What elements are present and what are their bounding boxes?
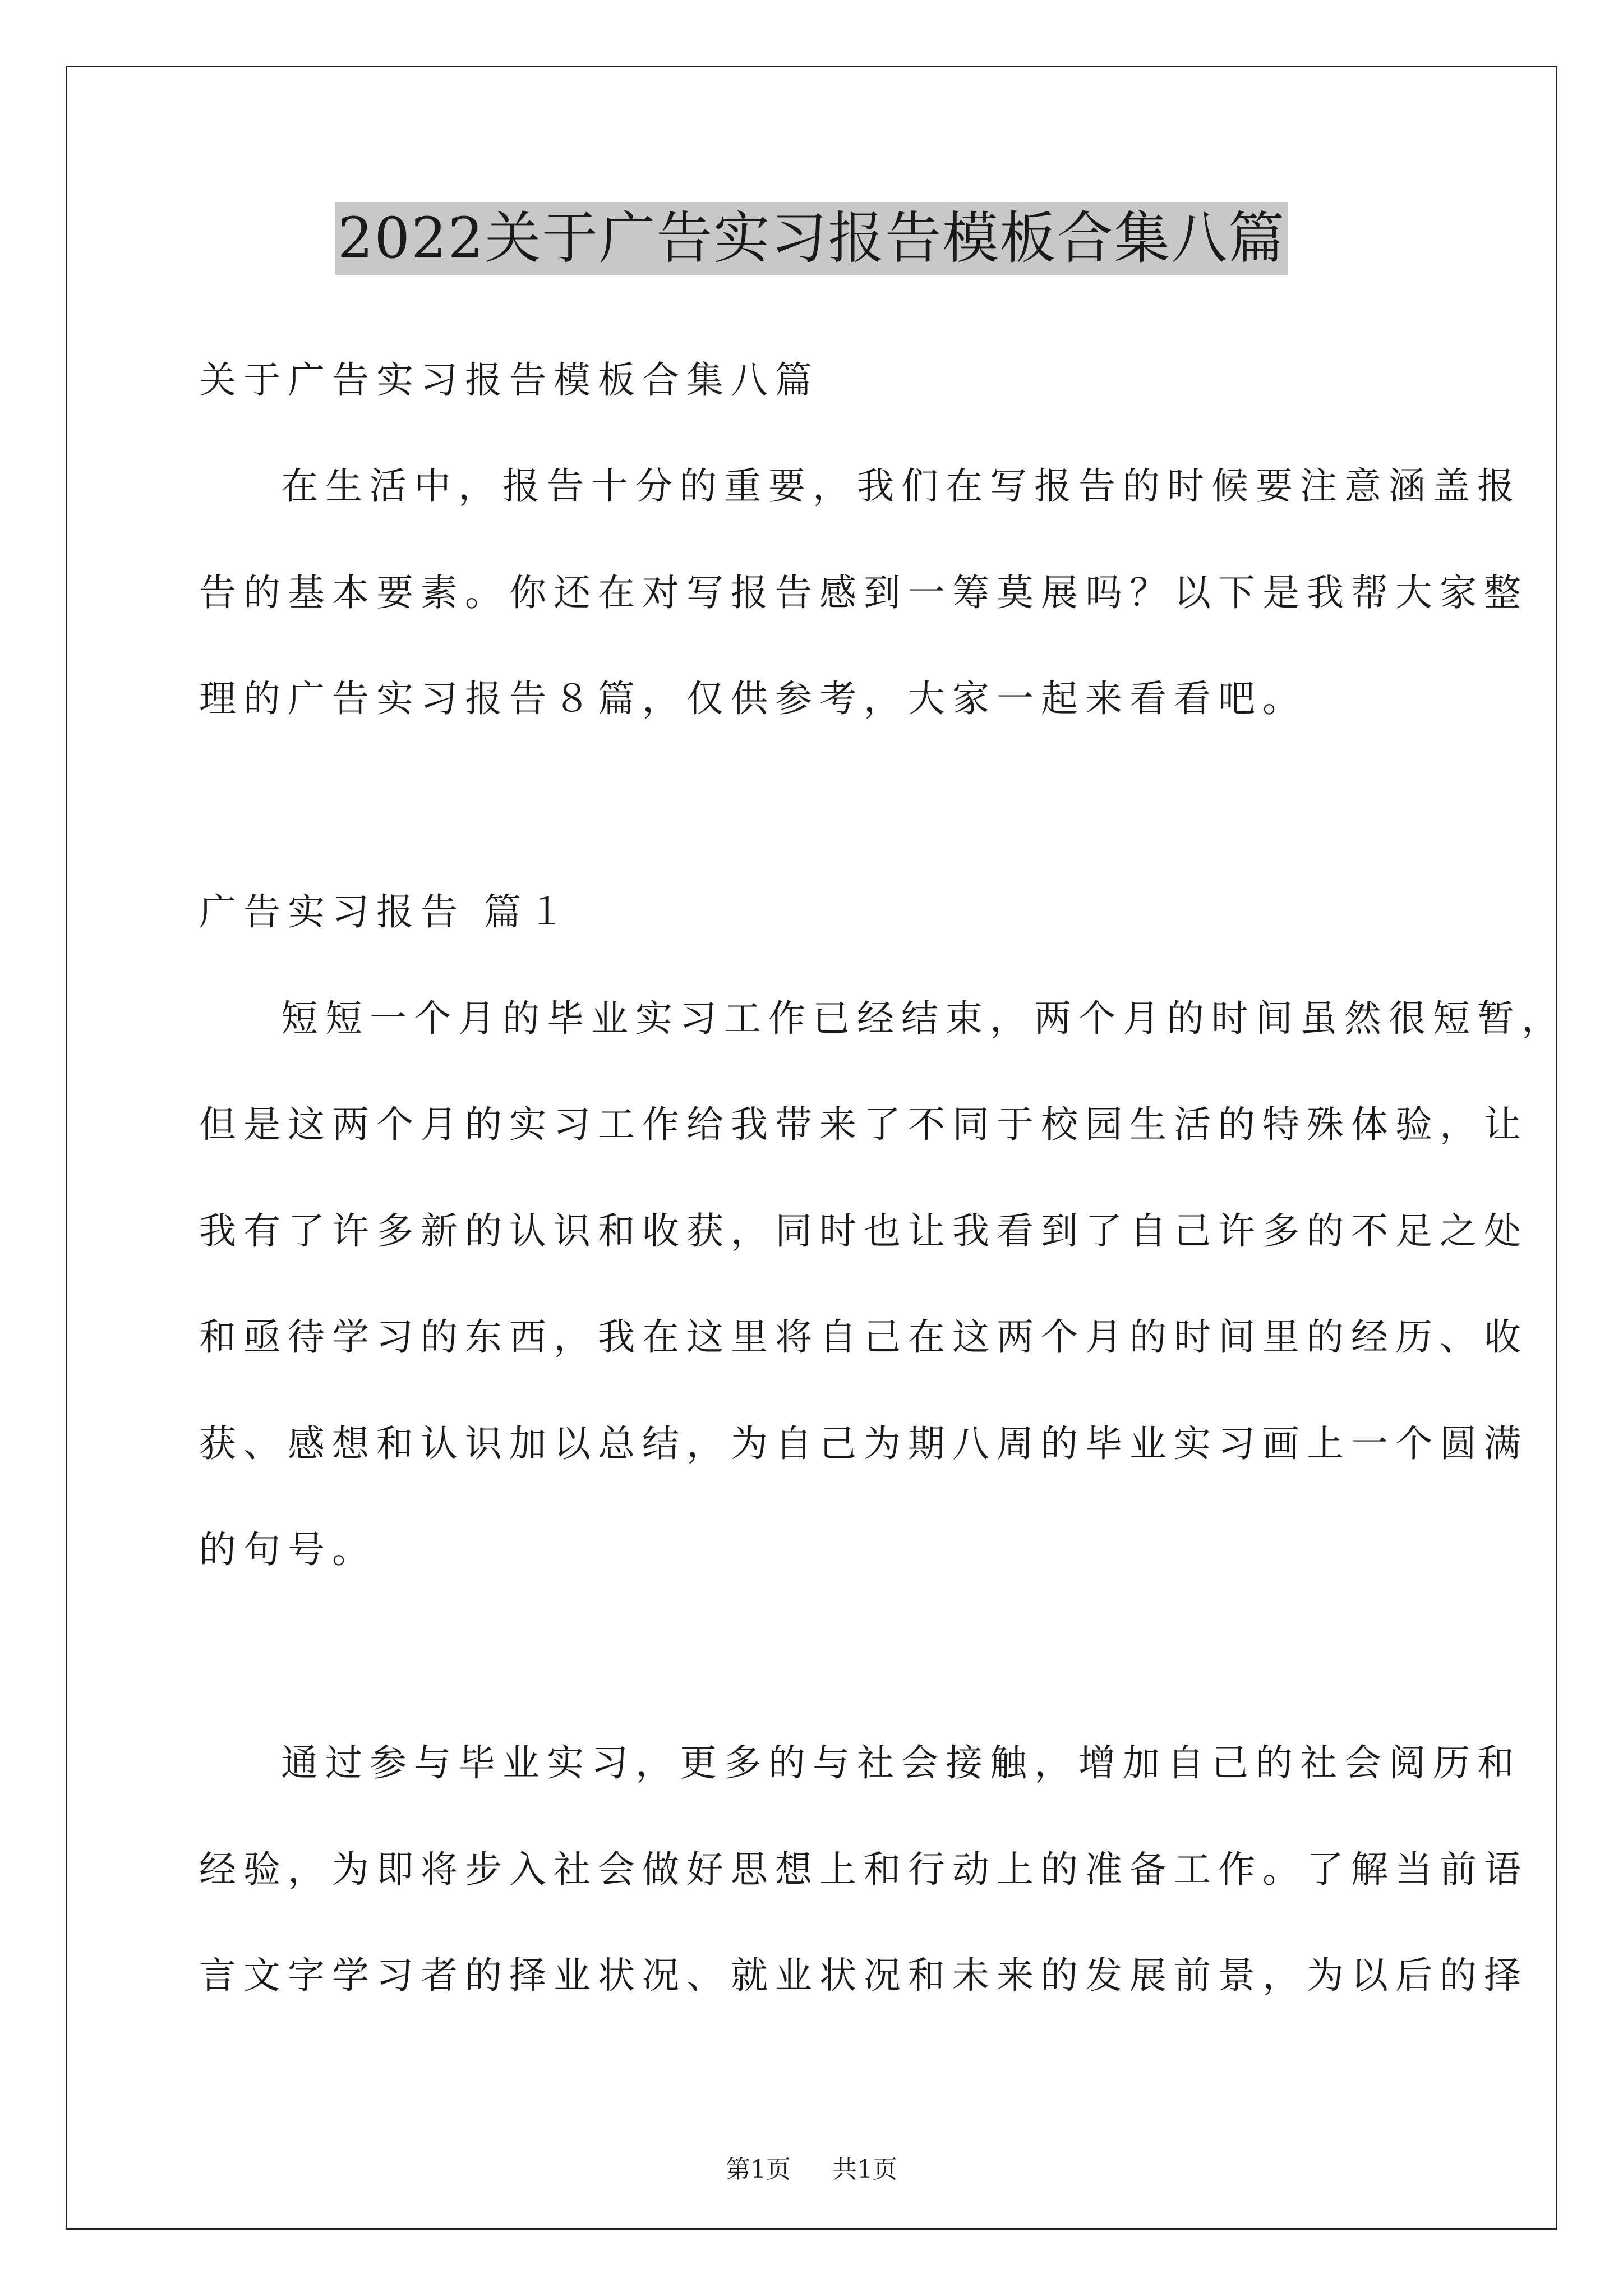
intro-line-1: 在生活中，报告十分的重要，我们在写报告的时候要注意涵盖报 — [281, 464, 1521, 508]
page-footer — [0, 2153, 1623, 2187]
paragraph1-line-2: 但是这两个月的实习工作给我带来了不同于校园生活的特殊体验，让 — [199, 1103, 1528, 1146]
paragraph1-line-3: 我有了许多新的认识和收获，同时也让我看到了自己许多的不足之处 — [199, 1209, 1528, 1253]
paragraph1-line-5: 获、感想和认识加以总结，为自己为期八周的毕业实习画上一个圆满 — [199, 1422, 1528, 1465]
paragraph1-line-4: 和亟待学习的东西，我在这里将自己在这两个月的时间里的经历、收 — [199, 1315, 1528, 1359]
document-title: 2022关于广告实习报告模板合集八篇 — [335, 202, 1288, 275]
paragraph2-line-3: 言文字学习者的择业状况、就业状况和未来的发展前景，为以后的择 — [199, 1954, 1528, 1997]
paragraph1-line-1: 短短一个月的毕业实习工作已经结束，两个月的时间虽然很短暂， — [281, 997, 1566, 1040]
section-heading: 广告实习报告 篇１ — [199, 890, 573, 933]
document-subtitle: 关于广告实习报告模板合集八篇 — [199, 358, 819, 402]
page-number: 第1页 — [726, 2155, 791, 2184]
page-total: 共1页 — [832, 2155, 897, 2184]
paragraph2-line-2: 经验，为即将步入社会做好思想上和行动上的准备工作。了解当前语 — [199, 1848, 1528, 1891]
title-container — [0, 202, 1623, 275]
intro-line-2: 告的基本要素。你还在对写报告感到一筹莫展吗？以下是我帮大家整 — [199, 571, 1528, 614]
paragraph2-line-1: 通过参与毕业实习，更多的与社会接触，增加自己的社会阅历和 — [281, 1741, 1521, 1784]
intro-line-3: 理的广告实习报告８篇，仅供参考，大家一起来看看吧。 — [199, 677, 1307, 720]
paragraph1-line-6: 的句号。 — [199, 1528, 376, 1571]
